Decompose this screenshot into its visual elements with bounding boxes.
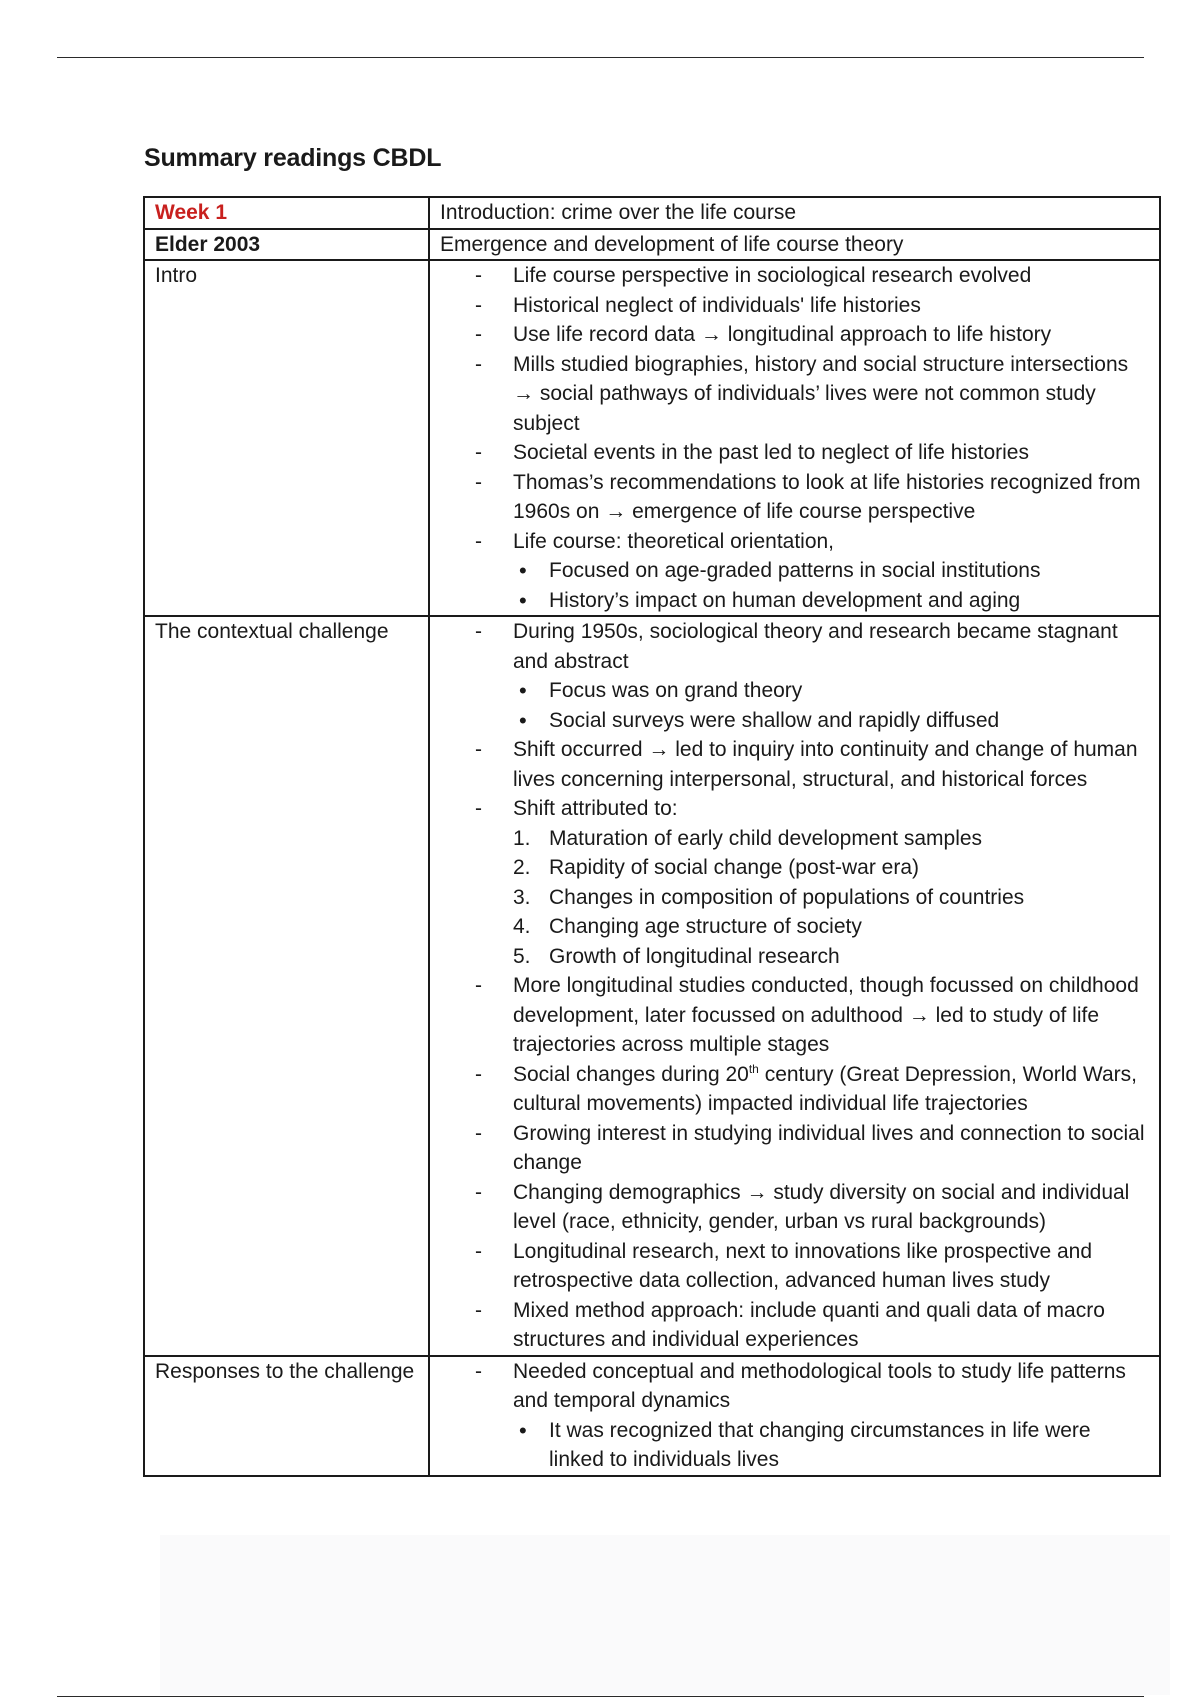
- item-text: Societal events in the past led to neglect of life histories: [513, 441, 1029, 464]
- item-text: Life course: theoretical orientation,: [513, 529, 835, 553]
- numbered-subitem: [440, 883, 1151, 913]
- table-row-section: [144, 260, 1160, 616]
- list-item: [440, 527, 1151, 557]
- item-number: 3.: [513, 885, 531, 909]
- bullet-subitem: [440, 1416, 1151, 1475]
- list-item: [440, 291, 1151, 321]
- list-item: [440, 1060, 1151, 1119]
- item-number: 4.: [513, 915, 531, 938]
- list-item: [440, 1357, 1151, 1416]
- item-text: Focus was on grand theory: [549, 679, 803, 702]
- header-rule: [57, 57, 1144, 58]
- reading-author: Elder 2003: [144, 229, 429, 261]
- numbered-subitem: [440, 912, 1151, 942]
- item-text: Changing age structure of society: [549, 915, 862, 938]
- section-label: Responses to the challenge: [144, 1356, 429, 1476]
- section-label: The contextual challenge: [144, 616, 429, 1356]
- item-text: Maturation of early child development samples: [549, 826, 983, 850]
- item-text: Rapidity of social change (post-war era): [549, 856, 920, 879]
- item-number: 2.: [513, 856, 531, 879]
- item-text: Use life record data → longitudinal approach to life history: [513, 323, 1052, 346]
- item-text: History’s impact on human development and aging: [549, 588, 1021, 612]
- table-row-reading: [144, 229, 1160, 261]
- numbered-subitem: [440, 942, 1151, 972]
- table-row-section: [144, 616, 1160, 1356]
- list-item: [440, 261, 1151, 291]
- list-item: [440, 1178, 1151, 1237]
- bullet-subitem: [440, 556, 1151, 586]
- item-text: Focused on age-graded patterns in social institutions: [549, 559, 1041, 582]
- list-item: [440, 1296, 1151, 1355]
- section-notes: [429, 616, 1160, 1356]
- notes-list: [440, 1357, 1151, 1475]
- bullet-subitem: [440, 586, 1151, 616]
- item-text: Shift occurred → led to inquiry into continuity and change of human lives concerning interpersonal, structural, and historical forces: [513, 738, 1138, 791]
- section-notes: [429, 260, 1160, 616]
- bullet-subitem: [440, 676, 1151, 706]
- item-text: Needed conceptual and methodological tools to study life patterns and temporal dynamics: [513, 1359, 1126, 1412]
- item-number: 1.: [513, 826, 531, 850]
- item-text: Social surveys were shallow and rapidly diffused: [549, 708, 1000, 732]
- item-text: During 1950s, sociological theory and research became stagnant and abstract: [513, 620, 1118, 673]
- item-text: Growth of longitudinal research: [549, 944, 840, 968]
- numbered-subitem: [440, 824, 1151, 854]
- item-text: Shift attributed to:: [513, 797, 678, 820]
- notes-list: [440, 617, 1151, 1355]
- section-label: Intro: [144, 260, 429, 616]
- list-item: [440, 1119, 1151, 1178]
- table-row-section: [144, 1356, 1160, 1476]
- superscript: th: [748, 1061, 759, 1076]
- list-item: [440, 350, 1151, 439]
- week-topic: Introduction: crime over the life course: [429, 197, 1160, 229]
- item-text: Social changes during 20: [513, 1062, 749, 1086]
- item-text: More longitudinal studies conducted, though focussed on childhood development, later focussed on adulthood → led to study of life trajectories across multiple stages: [513, 974, 1139, 1056]
- summary-table: [143, 196, 1161, 1477]
- page-shade: [160, 1535, 1170, 1695]
- item-text: Changing demographics → study diversity on social and individual level (race, ethnicity, gender, urban vs rural backgrounds): [513, 1180, 1130, 1233]
- document-title: Summary readings CBDL: [144, 144, 442, 172]
- bullet-subitem: [440, 706, 1151, 736]
- item-text: It was recognized that changing circumstances in life were linked to individuals lives: [549, 1418, 1091, 1471]
- list-item: [440, 468, 1151, 527]
- list-item: [440, 320, 1151, 350]
- item-number: 5.: [513, 944, 531, 968]
- reading-topic: Emergence and development of life course theory: [429, 229, 1160, 261]
- item-text: Mills studied biographies, history and social structure intersections → social pathways of individuals’ lives were not common study subject: [513, 352, 1129, 435]
- item-text: Historical neglect of individuals' life histories: [513, 293, 921, 317]
- item-text: Life course perspective in sociological research evolved: [513, 264, 1032, 287]
- item-text: Mixed method approach: include quanti and quali data of macro structures and individual experiences: [513, 1298, 1105, 1351]
- section-notes: [429, 1356, 1160, 1476]
- table-row-week: [144, 197, 1160, 229]
- notes-list: [440, 261, 1151, 615]
- list-item: [440, 1237, 1151, 1296]
- item-text: Thomas’s recommendations to look at life histories recognized from 1960s on → emergence of life course perspective: [513, 470, 1141, 523]
- list-item: [440, 971, 1151, 1060]
- list-item: [440, 617, 1151, 676]
- item-text: Longitudinal research, next to innovations like prospective and retrospective data collection, advanced human lives study: [513, 1239, 1093, 1292]
- numbered-subitem: [440, 853, 1151, 883]
- item-text: Changes in composition of populations of countries: [549, 885, 1025, 909]
- list-item: [440, 438, 1151, 468]
- item-text: Growing interest in studying individual lives and connection to social change: [513, 1121, 1145, 1174]
- list-item: [440, 794, 1151, 824]
- item-text-continued: century (Great Depression, World Wars, cultural movements) impacted individual life trajectories: [513, 1062, 1137, 1115]
- week-label: Week 1: [144, 197, 429, 229]
- list-item: [440, 735, 1151, 794]
- footer-rule: [57, 1696, 1144, 1697]
